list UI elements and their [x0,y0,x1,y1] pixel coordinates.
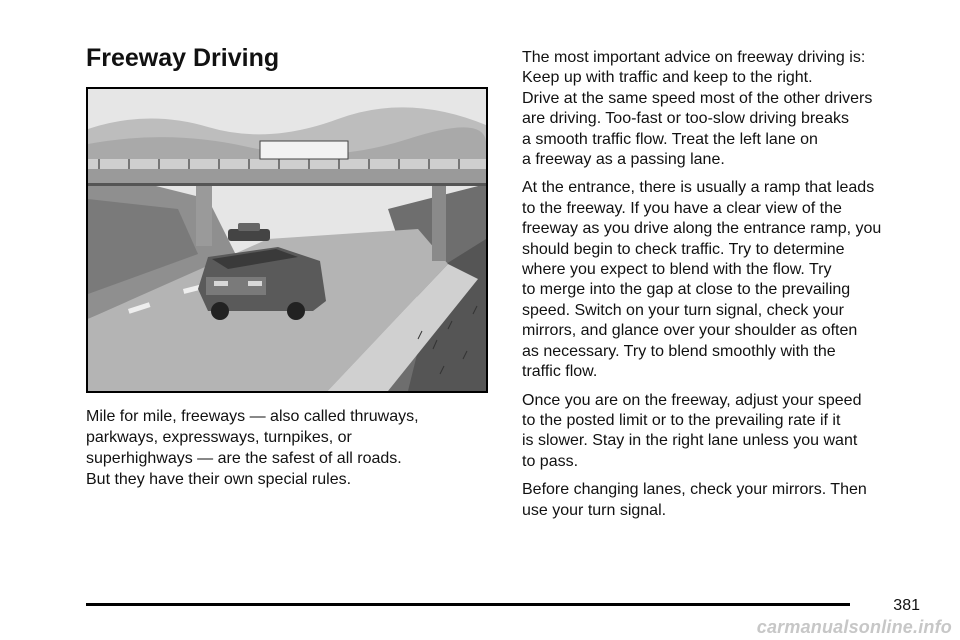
paragraph: Mile for mile, freeways — also called thruways, parkways, expressways, turnpikes, or superhighways — are the safest of all roads. But they have their own special rules. [86,408,419,488]
paragraph: At the entrance, there is usually a ramp that leads to the freeway. If you have a clear view of the freeway as you drive along the entrance ramp, you should begin to check traffic. Try to determine where you expect to blend with the flow. Try to merge into the gap at close to the prevailing speed. Switch on your turn signal, check your mirrors, and glance over your shoulder as often as necessary. Try to blend smoothly with the traffic flow. [522,179,882,381]
freeway-illustration-icon [88,89,486,391]
page-title: Freeway Driving [86,44,280,72]
watermark: carmanualsonline.info [756,617,952,637]
left-column [86,406,496,498]
freeway-illustration [86,87,488,393]
footer-rule [86,603,850,606]
paragraph: Once you are on the freeway, adjust your speed to the posted limit or to the prevailing rate if it is slower. Stay in the right lane unless you want to pass. [522,391,862,470]
paragraph: The most important advice on freeway driving is: Keep up with traffic and keep to the right. Drive at the same speed most of the other drivers are driving. Too-fast or too-slow driving breaks a smooth traffic flow. Treat the left lane on a freeway as a passing lane. [522,49,873,169]
paragraph: Before changing lanes, check your mirrors. Then use your turn signal. [522,481,867,519]
page-number: 381 [893,597,920,614]
right-column [522,48,932,529]
